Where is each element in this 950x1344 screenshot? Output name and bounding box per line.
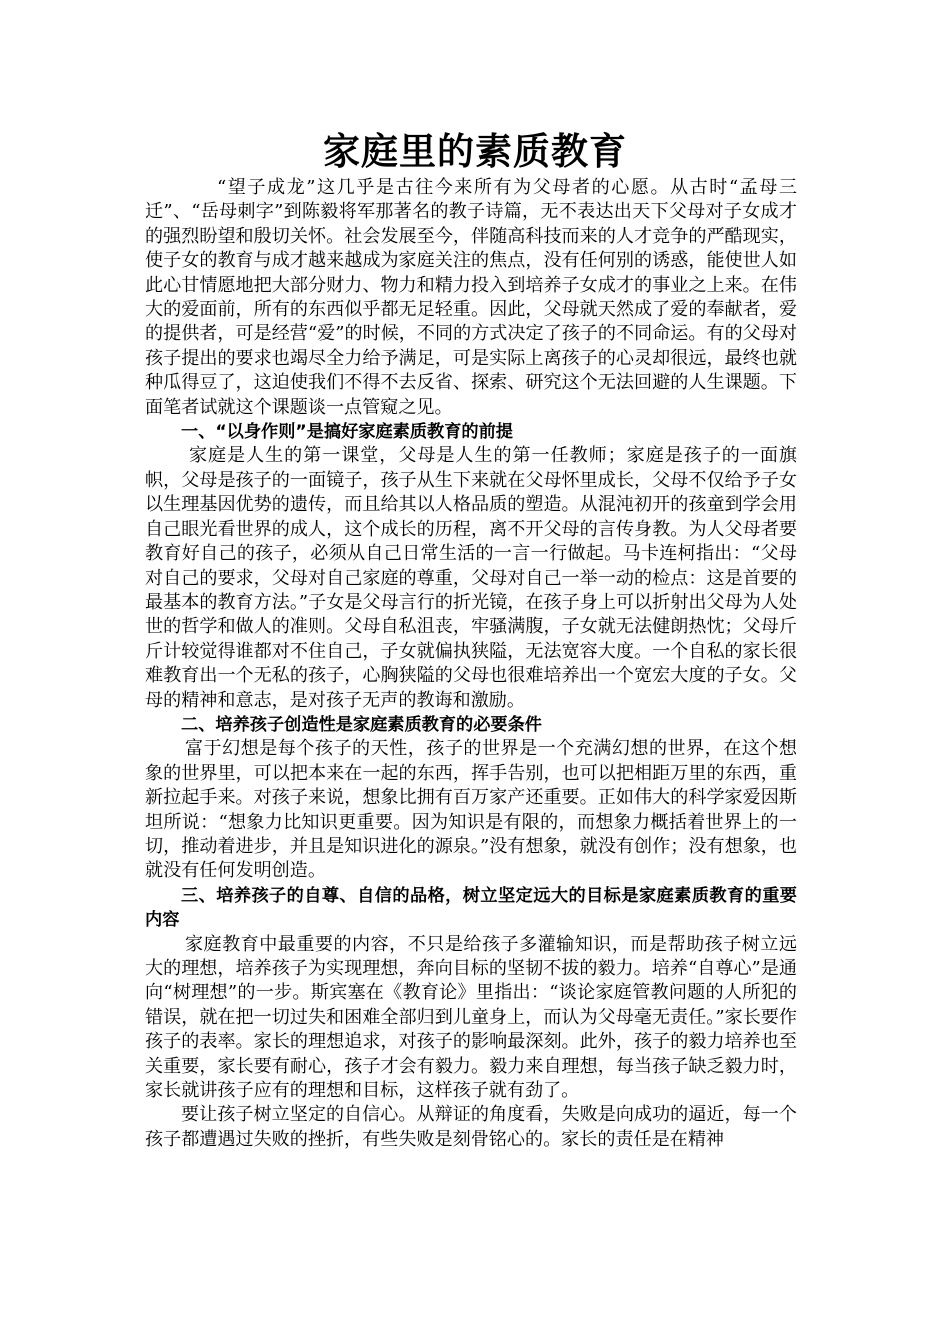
section-2-paragraph: 富于幻想是每个孩子的天性，孩子的世界是一个充满幻想的世界，在这个想象的世界里，可以把本来在一起的东西，挥手告别，也可以把相距万里的东西，重新拉起手来。对孩子来说，想象比拥有百万家产还重要。正如伟大的科学家爱因斯坦所说：“想象力比知识更重要。因为知识是有限的，而想象力概括着世界上的一切，推动着进步，并且是知识进化的源泉。”没有想象，就没有创作；没有想象，也就没有任何发明创造。 <box>145 738 797 882</box>
section-3-paragraph: 家庭教育中最重要的内容，不只是给孩子多灌输知识，而是帮助孩子树立远大的理想，培养孩子为实现理想，奔向目标的坚韧不拔的毅力。培养“自尊心”是通向“树理想”的一步。斯宾塞在《教育论》里指出：“谈论家庭管教问题的人所犯的错误，就在把一切过失和困难全部归到儿童身上，而认为父母毫无责任。”家长要作孩子的表率。家长的理想追求，对孩子的影响最深刻。此外，孩子的毅力培养也至关重要，家长要有耐心，孩子才会有毅力。毅力来自理想，每当孩子缺乏毅力时，家长就讲孩子应有的理想和目标，这样孩子就有劲了。 <box>145 933 797 1102</box>
intro-paragraph: “望子成龙”这几乎是古往今来所有为父母者的心愿。从古时“孟母三迁”、“岳母刺字”到陈毅将军那著名的教子诗篇，无不表达出天下父母对子女成才的强烈盼望和殷切关怀。社会发展至今，伴随高科技而来的人才竞争的严酷现实，使子女的教育与成才越来越成为家庭关注的焦点，没有任何别的诱惑，能使世人如此心甘情愿地把大部分财力、物力和精力投入到培养子女成才的事业之上来。在伟大的爱面前，所有的东西似乎都无足轻重。因此，父母就天然成了爱的奉献者，爱的提供者，可是经营“爱”的时候，不同的方式决定了孩子的不同命运。有的父母对孩子提出的要求也竭尽全力给予满足，可是实际上离孩子的心灵却很远，最终也就种瓜得豆了，这迫使我们不得不去反省、探索、研究这个无法回避的人生课题。下面笔者试就这个课题谈一点管窥之见。 <box>145 177 797 418</box>
document-body <box>145 176 797 1152</box>
section-1-paragraph: 家庭是人生的第一课堂，父母是人生的第一任教师；家庭是孩子的一面旗帜，父母是孩子的一面镜子，孩子从生下来就在父母怀里成长，父母不仅给予子女以生理基因优势的遗传，而且给其以人格品质的塑造。从混沌初开的孩童到学会用自己眼光看世界的成人，这个成长的历程，离不开父母的言传身教。为人父母者要教育好自己的孩子，必须从自己日常生活的一言一行做起。马卡连柯指出：“父母对自己的要求，父母对自己家庭的尊重，父母对自己一举一动的检点：这是首要的最基本的教育方法。”子女是父母言行的折光镜，在孩子身上可以折射出父母为人处世的哲学和做人的准则。父母自私沮丧，牢骚满腹，子女就无法健朗热忱；父母斤斤计较觉得谁都对不住自己，子女就偏执狭隘，无法宽容大度。一个自私的家长很难教育出一个无私的孩子，心胸狭隘的父母也很难培养出一个宽宏大度的子女。父母的精神和意志，是对孩子无声的教诲和激励。 <box>145 445 797 711</box>
section-3-paragraph-2: 要让孩子树立坚定的自信心。从辩证的角度看，失败是向成功的逼近，每一个孩子都遭遇过失败的挫折，有些失败是刻骨铭心的。家长的责任是在精神 <box>145 1104 797 1150</box>
section-heading-1: 一、“以身作则”是搞好家庭素质教育的前提 <box>181 422 513 443</box>
section-heading-2: 二、培养孩子创造性是家庭素质教育的必要条件 <box>181 714 542 735</box>
section-heading-3: 三、培养孩子的自尊、自信的品格，树立坚定远大的目标是家庭素质教育的重要内容 <box>145 885 797 931</box>
document-title: 家庭里的素质教育 <box>323 130 627 173</box>
